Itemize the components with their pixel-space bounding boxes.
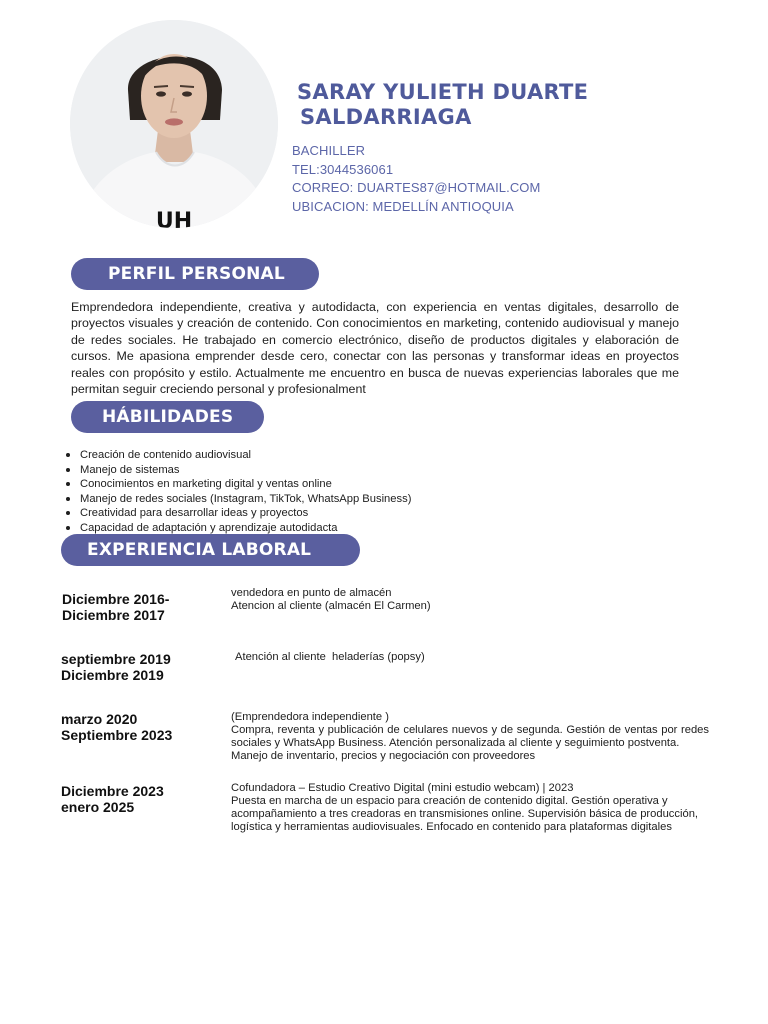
- skill-item: [80, 448, 560, 463]
- contact-info: [292, 142, 732, 216]
- experience-date: [61, 783, 164, 815]
- bullet-icon: [66, 511, 70, 515]
- skill-label: Manejo de redes sociales (Instagram, TikTok, WhatsApp Business): [80, 492, 412, 505]
- bullet-icon: [66, 453, 70, 457]
- skill-label: Manejo de sistemas: [80, 463, 180, 476]
- experience-date: [62, 591, 169, 623]
- date-start: septiembre 2019: [61, 651, 171, 667]
- experience-role: Cofundadora – Estudio Creativo Digital (mini estudio webcam) | 2023: [231, 782, 574, 794]
- bullet-icon: [66, 526, 70, 530]
- experience-role: vendedora en punto de almacén: [231, 587, 392, 599]
- profile-photo: [70, 20, 278, 228]
- skill-label: Creación de contenido audiovisual: [80, 449, 252, 461]
- skill-label: Conocimientos en marketing digital y ventas online: [80, 478, 332, 491]
- skill-item: [80, 492, 560, 507]
- skill-item: [80, 463, 560, 478]
- job-title: BACHILLER: [292, 143, 366, 158]
- bullet-icon: [66, 482, 70, 486]
- experience-section-heading: EXPERIENCIA LABORAL: [61, 534, 360, 566]
- profile-section-heading: PERFIL PERSONAL: [71, 258, 319, 290]
- date-end: Diciembre 2019: [61, 667, 164, 683]
- email-text: CORREO: DUARTES87@HOTMAIL.COM: [292, 180, 541, 195]
- svg-text:UH: UH: [155, 209, 193, 228]
- skill-item: [80, 506, 560, 521]
- bullet-icon: [66, 497, 70, 501]
- skills-list: [80, 448, 560, 536]
- date-end: Septiembre 2023: [61, 727, 173, 743]
- date-start: marzo 2020: [61, 711, 138, 727]
- experience-detail: Puesta en marcha de un espacio para creación de contenido digital. Gestión operativa y acompañamiento a tres creadoras en transmisiones online. Supervisión básica de producción, logística y herramientas audiovisuales. Enfocado en contenido para plataformas digitales: [231, 795, 699, 833]
- experience-role: (Emprendedora independiente ): [231, 711, 389, 723]
- skill-label: Creatividad para desarrollar ideas y proyectos: [80, 507, 309, 520]
- bullet-icon: [66, 468, 70, 472]
- experience-description: [231, 711, 709, 763]
- skill-label: Capacidad de adaptación y aprendizaje autodidacta: [80, 521, 338, 534]
- full-name: [297, 80, 737, 130]
- experience-role: Atención al cliente heladerías (popsy): [235, 651, 425, 663]
- location-text: UBICACION: MEDELLÍN ANTIOQUIA: [292, 198, 514, 214]
- name-line-1: SARAY YULIETH DUARTE: [297, 80, 589, 104]
- experience-detail: Compra, reventa y publicación de celulares nuevos y de segunda. Gestión de ventas por redes sociales y WhatsApp Business. Atención personalizada al cliente y seguimiento postventa.: [231, 724, 709, 749]
- date-end: Diciembre 2017: [62, 607, 165, 623]
- experience-description: [235, 651, 425, 664]
- phone-text: TEL:3044536061: [292, 161, 394, 177]
- profile-paragraph: Emprendedora independiente, creativa y autodidacta, con experiencia en ventas digitales, desarrollo de proyectos visuales y creación de contenido. Con conocimientos en marketing, contenido audiovisual y manejo de redes sociales. He trabajado en comercio electrónico, diseño de productos digitales y elaboración de cursos. Me apasiona emprender desde cero, conectar con las personas y transformar ideas en proyectos reales con propósito y estilo. Actualmente me encuentro en busca de nuevas experiencias laborales que me permitan seguir creciendo personal y profesionalment: [71, 300, 679, 397]
- experience-description: [231, 587, 431, 613]
- experience-description: [231, 782, 739, 834]
- skills-section-heading: HÁBILIDADES: [71, 401, 264, 433]
- date-start: Diciembre 2016-: [62, 591, 170, 607]
- date-start: Diciembre 2023: [61, 783, 164, 799]
- date-end: enero 2025: [61, 799, 135, 815]
- experience-date: [61, 651, 171, 683]
- skill-item: [80, 477, 560, 492]
- name-line-2: SALDARRIAGA: [300, 105, 472, 129]
- experience-detail-last: Manejo de inventario, precios y negociación con proveedores: [231, 750, 536, 762]
- experience-detail: Atencion al cliente (almacén El Carmen): [231, 600, 431, 612]
- experience-date: [61, 711, 172, 743]
